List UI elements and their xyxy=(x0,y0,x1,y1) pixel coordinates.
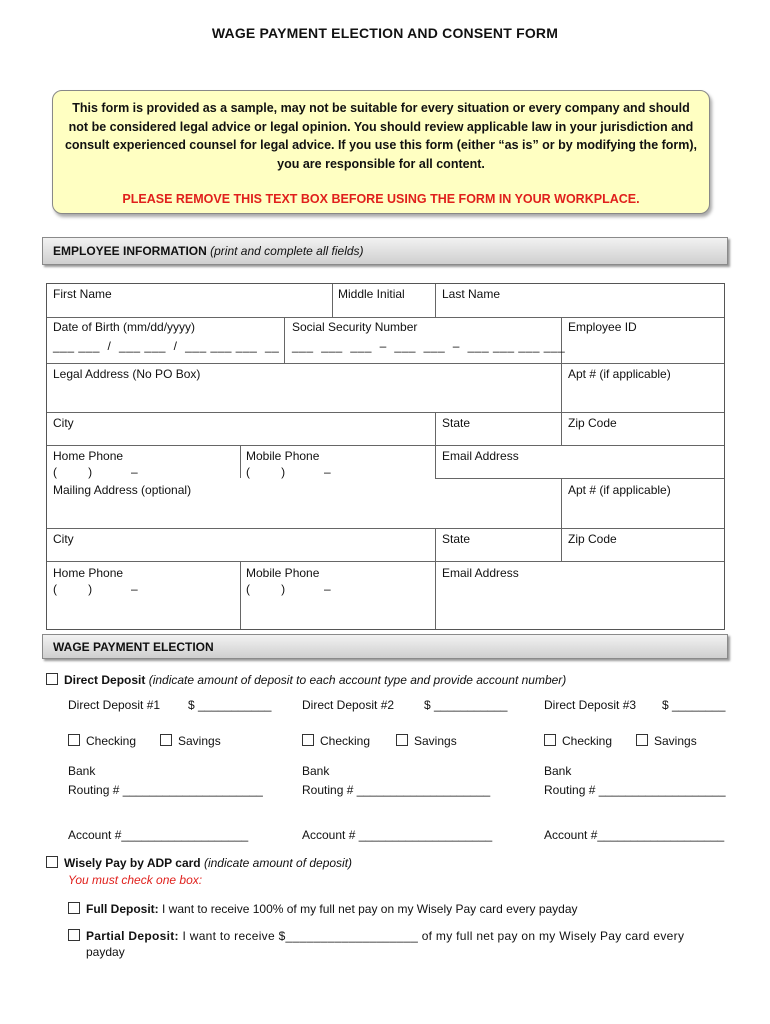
first-name-label: First Name xyxy=(53,287,112,301)
wisely-row xyxy=(46,856,352,870)
home-phone-2-label: Home Phone xyxy=(53,566,124,580)
dd2-amount[interactable]: $ ___________ xyxy=(424,698,508,712)
dd3-savings[interactable]: Savings xyxy=(636,734,697,748)
checkbox-icon[interactable] xyxy=(302,734,314,746)
dd2-label: Direct Deposit #2 xyxy=(302,698,395,712)
dd1-checking[interactable]: Checking xyxy=(68,734,136,748)
checkbox-icon[interactable] xyxy=(636,734,648,746)
direct-deposit-checkbox[interactable] xyxy=(46,673,58,685)
checkbox-icon[interactable] xyxy=(68,734,80,746)
mobile-phone-2-label: Mobile Phone xyxy=(246,566,320,580)
dob-blank[interactable]: ___ ___ / ___ ___ / ___ ___ ___ __ xyxy=(53,339,280,353)
dd1-amount[interactable]: $ ___________ xyxy=(188,698,272,712)
mailing-apt-label: Apt # (if applicable) xyxy=(568,483,671,497)
dd2-checking[interactable]: Checking xyxy=(302,734,370,748)
direct-deposit-row xyxy=(46,673,566,687)
checkbox-icon[interactable] xyxy=(396,734,408,746)
dd2-bank: Bank xyxy=(302,764,330,778)
direct-deposit-note: (indicate amount of deposit to each account type and provide account number) xyxy=(148,673,567,687)
dd2-savings[interactable]: Savings xyxy=(396,734,457,748)
middle-initial-label: Middle Initial xyxy=(338,287,405,301)
notice-warning: PLEASE REMOVE THIS TEXT BOX BEFORE USING THE FORM IN YOUR WORKPLACE. xyxy=(122,192,640,206)
home-phone-2-blank[interactable]: ( ) – xyxy=(53,582,139,596)
legal-address-label: Legal Address (No PO Box) xyxy=(53,367,201,381)
must-check-note: You must check one box: xyxy=(68,873,203,887)
checkbox-icon[interactable] xyxy=(544,734,556,746)
checkbox-icon[interactable] xyxy=(160,734,172,746)
dd3-checking[interactable]: Checking xyxy=(544,734,612,748)
dd3-bank: Bank xyxy=(544,764,572,778)
partial-deposit-checkbox[interactable] xyxy=(68,929,80,941)
wage-section-title: WAGE PAYMENT ELECTION xyxy=(53,640,214,654)
wisely-label: Wisely Pay by ADP card xyxy=(64,856,201,870)
dd1-routing[interactable]: Routing # _____________________ xyxy=(68,783,263,797)
mobile-phone-label: Mobile Phone xyxy=(246,449,320,463)
home-phone-blank[interactable]: ( ) – xyxy=(53,465,139,479)
employee-section-title: EMPLOYEE INFORMATION xyxy=(53,244,207,258)
dd3-amount[interactable]: $ ________ xyxy=(662,698,726,712)
dd2-routing[interactable]: Routing # ____________________ xyxy=(302,783,491,797)
employee-id-label: Employee ID xyxy=(568,320,637,334)
wage-section-header xyxy=(42,634,728,659)
apt-label: Apt # (if applicable) xyxy=(568,367,671,381)
zip-label: Zip Code xyxy=(568,416,617,430)
full-deposit-checkbox[interactable] xyxy=(68,902,80,914)
notice-text: This form is provided as a sample, may not be suitable for every situation or every company and should not be considered legal advice or legal opinion. You should review applicable law in your jurisdiction and consult experienced counsel for legal advice. If you use this form (either “as is” or by modifying the form), you are responsible for all content. xyxy=(64,101,698,171)
dd3-routing[interactable]: Routing # ___________________ xyxy=(544,783,726,797)
mobile-phone-blank[interactable]: ( ) – xyxy=(246,465,332,479)
email-label: Email Address xyxy=(442,449,519,463)
dob-label: Date of Birth (mm/dd/yyyy) xyxy=(53,320,196,334)
state-label: State xyxy=(442,416,471,430)
dd1-bank: Bank xyxy=(68,764,96,778)
wisely-checkbox[interactable] xyxy=(46,856,58,868)
partial-deposit-text-2: payday xyxy=(86,945,125,959)
dd3-account[interactable]: Account #___________________ xyxy=(544,828,725,842)
dd1-account[interactable]: Account #___________________ xyxy=(68,828,249,842)
ssn-label: Social Security Number xyxy=(292,320,418,334)
mailing-address-label: Mailing Address (optional) xyxy=(53,483,192,497)
mobile-phone-2-blank[interactable]: ( ) – xyxy=(246,582,332,596)
partial-deposit-row xyxy=(68,929,684,943)
employee-section-note: (print and complete all fields) xyxy=(210,244,364,258)
dd1-label: Direct Deposit #1 xyxy=(68,698,161,712)
email-2-label: Email Address xyxy=(442,566,519,580)
partial-deposit-text[interactable]: I want to receive $___________________ of my full net pay on my Wisely Pay card every xyxy=(182,929,685,943)
page-title: WAGE PAYMENT ELECTION AND CONSENT FORM xyxy=(211,25,559,41)
dd2-account[interactable]: Account # ____________________ xyxy=(302,828,493,842)
employee-section-header xyxy=(42,237,728,265)
home-phone-label: Home Phone xyxy=(53,449,124,463)
sample-notice-box xyxy=(52,90,710,214)
city-label: City xyxy=(53,416,74,430)
ssn-blank[interactable]: ___ ___ ___ – ___ ___ – ___ ___ ___ ___ xyxy=(292,339,566,353)
employee-info-grid xyxy=(46,283,725,630)
full-deposit-row xyxy=(68,902,578,916)
wisely-note: (indicate amount of deposit) xyxy=(203,856,353,870)
direct-deposit-label: Direct Deposit xyxy=(64,673,146,687)
mailing-city-label: City xyxy=(53,532,74,546)
dd1-savings[interactable]: Savings xyxy=(160,734,221,748)
last-name-label: Last Name xyxy=(442,287,501,301)
dd3-label: Direct Deposit #3 xyxy=(544,698,637,712)
mailing-state-label: State xyxy=(442,532,471,546)
mailing-zip-label: Zip Code xyxy=(568,532,617,546)
partial-deposit-label: Partial Deposit: xyxy=(86,929,179,943)
full-deposit-label: Full Deposit: xyxy=(86,902,159,916)
full-deposit-text: I want to receive 100% of my full net pay on my Wisely Pay card every payday xyxy=(162,902,578,916)
